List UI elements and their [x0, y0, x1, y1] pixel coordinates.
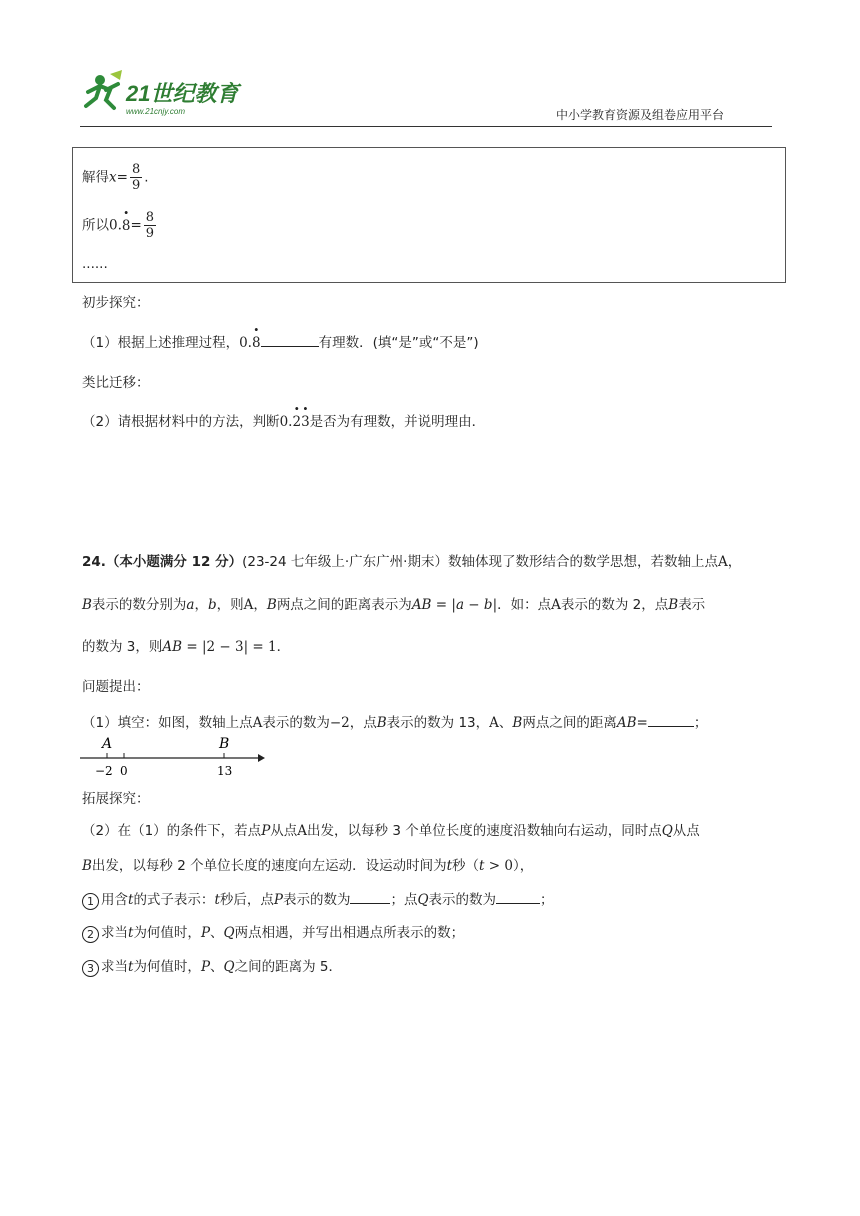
q23-part2: （2）请根据材料中的方法，判断0.· 2· 3是否为有理数，并说明理由．	[82, 412, 485, 432]
logo-url-text: www.21cnjy.com	[126, 107, 185, 116]
circled-number-1: 1	[82, 893, 99, 910]
answer-blank[interactable]	[350, 889, 390, 904]
circled-number-2: 2	[82, 926, 99, 943]
solution-line-1: 解得x= $\frac{8}{9}$ .	[82, 162, 149, 193]
explore-heading: 初步探究：	[82, 295, 150, 311]
extend-heading: 拓展探究：	[82, 791, 150, 807]
q24-part1: （1）填空：如图，数轴上点A表示的数为−2，点B表示的数为 13，A、B两点之间的距离AB= ；	[82, 712, 707, 733]
header-divider	[80, 126, 772, 127]
axis-arrow-icon	[258, 754, 265, 762]
q24-part2-line2: B出发，以每秒 2 个单位长度的速度向左运动．设运动时间为t秒（t > 0），	[82, 858, 534, 874]
tick-label-0: 0	[120, 764, 128, 778]
logo-main-text: 21世纪教育	[126, 81, 239, 106]
q24-intro-line1: 24.（本小题满分 12 分）(23-24 七年级上·广东广州·期末）数轴体现了数形结合的数学思想，若数轴上点A，	[82, 554, 742, 570]
solution-ellipsis: ......	[82, 256, 108, 272]
point-label-B: B	[219, 736, 230, 752]
site-logo	[80, 68, 260, 120]
q23-part1: （1）根据上述推理过程，0.· 8 有理数．(填“是”或“不是”)	[82, 332, 479, 353]
answer-blank[interactable]	[261, 332, 319, 347]
point-label-A: A	[102, 736, 113, 752]
tick-label-b: 13	[217, 764, 233, 778]
tick-label-a: −2	[95, 764, 113, 778]
answer-blank[interactable]	[648, 712, 694, 727]
q24-sub1: 1 用含t的式子表示：t秒后，点P表示的数为 ；点Q表示的数为 ；	[82, 889, 554, 910]
q24-intro-line2: B表示的数分别为a，b，则A，B两点之间的距离表示为AB = |a − b|．如：点A表示的数为 2，点B表示	[82, 597, 706, 613]
solution-box	[72, 147, 786, 283]
answer-blank[interactable]	[496, 889, 540, 904]
problem-heading: 问题提出：	[82, 679, 150, 695]
circled-number-3: 3	[82, 960, 99, 977]
platform-name: 中小学教育资源及组卷应用平台	[556, 108, 725, 122]
q24-sub3: 3 求当t为何值时，P、Q之间的距离为 5．	[82, 957, 342, 977]
number-line-figure	[78, 733, 268, 781]
q24-intro-line3: 的数为 3，则AB = |2 − 3| = 1．	[82, 639, 291, 655]
runner-icon	[86, 70, 122, 108]
analogy-heading: 类比迁移：	[82, 375, 150, 391]
fraction: $\frac{8}{9}$	[145, 210, 155, 241]
q24-sub2: 2 求当t为何值时，P、Q两点相遇，并写出相遇点所表示的数；	[82, 923, 464, 943]
q24-part2-line1: （2）在（1）的条件下，若点P从点A出发，以每秒 3 个单位长度的速度沿数轴向右运动，同时点Q从点	[82, 823, 700, 839]
fraction: $\frac{8}{9}$	[131, 162, 141, 193]
solution-line-2: 所以0.· 8= $\frac{8}{9}$	[82, 210, 158, 241]
